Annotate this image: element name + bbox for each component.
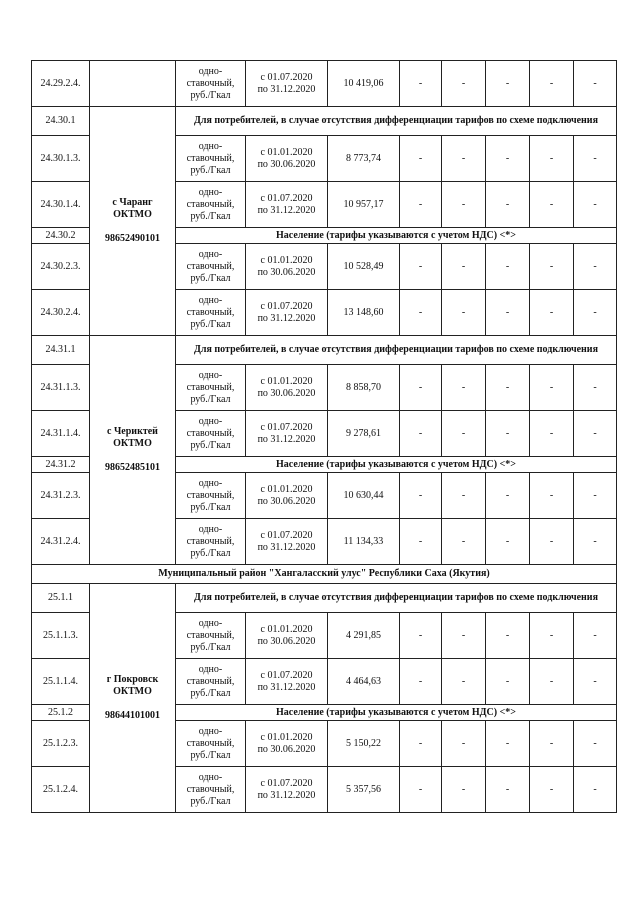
row-code: 24.31.1.3.: [32, 365, 90, 411]
tariff-unit: одно- ставочный, руб./Гкал: [176, 659, 246, 705]
row-code: 24.30.2.3.: [32, 244, 90, 290]
tariff-value: 8 773,74: [328, 136, 400, 182]
group-header-row: [32, 336, 617, 365]
empty-value: -: [530, 136, 574, 182]
tariff-unit: одно- ставочный, руб./Гкал: [176, 519, 246, 565]
row-code: 24.30.2: [32, 228, 90, 244]
empty-value: -: [442, 244, 486, 290]
empty-value: -: [400, 473, 442, 519]
tariff-period: с 01.07.2020 по 31.12.2020: [246, 61, 328, 107]
tariff-period: с 01.07.2020 по 31.12.2020: [246, 659, 328, 705]
empty-value: -: [530, 290, 574, 336]
empty-value: -: [574, 659, 617, 705]
locality-cell-empty: [90, 61, 176, 107]
empty-value: -: [574, 61, 617, 107]
empty-value: -: [530, 767, 574, 813]
row-code: 24.31.2.4.: [32, 519, 90, 565]
empty-value: -: [574, 365, 617, 411]
tariff-unit: одно- ставочный, руб./Гкал: [176, 767, 246, 813]
tariff-period: с 01.01.2020 по 30.06.2020: [246, 721, 328, 767]
empty-value: -: [442, 365, 486, 411]
group-header: Для потребителей, в случае отсутствия дифференциации тарифов по схеме подключения: [176, 336, 617, 365]
row-code: 25.1.2.4.: [32, 767, 90, 813]
tariff-value: 10 419,06: [328, 61, 400, 107]
empty-value: -: [400, 244, 442, 290]
empty-value: -: [486, 721, 530, 767]
group-header: Население (тарифы указываются с учетом НДС) <*>: [176, 457, 617, 473]
empty-value: -: [530, 182, 574, 228]
empty-value: -: [530, 244, 574, 290]
tariff-unit: одно- ставочный, руб./Гкал: [176, 290, 246, 336]
empty-value: -: [400, 365, 442, 411]
row-code: 25.1.1: [32, 584, 90, 613]
row-code: 24.30.1: [32, 107, 90, 136]
empty-value: -: [530, 61, 574, 107]
tariff-period: с 01.01.2020 по 30.06.2020: [246, 613, 328, 659]
tariff-unit: одно- ставочный, руб./Гкал: [176, 365, 246, 411]
empty-value: -: [442, 721, 486, 767]
empty-value: -: [442, 290, 486, 336]
group-header: Для потребителей, в случае отсутствия дифференциации тарифов по схеме подключения: [176, 107, 617, 136]
tariff-unit: одно- ставочный, руб./Гкал: [176, 61, 246, 107]
empty-value: -: [530, 721, 574, 767]
tariff-period: с 01.01.2020 по 30.06.2020: [246, 473, 328, 519]
empty-value: -: [442, 767, 486, 813]
empty-value: -: [530, 411, 574, 457]
row-code: 25.1.2.3.: [32, 721, 90, 767]
empty-value: -: [574, 721, 617, 767]
row-code: 24.30.1.4.: [32, 182, 90, 228]
table-row: [32, 61, 617, 107]
empty-value: -: [442, 136, 486, 182]
row-code: 25.1.1.3.: [32, 613, 90, 659]
empty-value: -: [486, 365, 530, 411]
empty-value: -: [486, 659, 530, 705]
group-header: Население (тарифы указываются с учетом НДС) <*>: [176, 705, 617, 721]
empty-value: -: [574, 244, 617, 290]
empty-value: -: [486, 61, 530, 107]
empty-value: -: [574, 767, 617, 813]
empty-value: -: [574, 613, 617, 659]
empty-value: -: [486, 244, 530, 290]
tariff-value: 11 134,33: [328, 519, 400, 565]
empty-value: -: [442, 473, 486, 519]
group-header: Для потребителей, в случае отсутствия дифференциации тарифов по схеме подключения: [176, 584, 617, 613]
tariff-period: с 01.07.2020 по 31.12.2020: [246, 290, 328, 336]
empty-value: -: [442, 182, 486, 228]
row-code: 24.30.2.4.: [32, 290, 90, 336]
tariff-value: 9 278,61: [328, 411, 400, 457]
empty-value: -: [486, 136, 530, 182]
row-code: 24.30.1.3.: [32, 136, 90, 182]
row-code: 25.1.2: [32, 705, 90, 721]
tariff-value: 10 528,49: [328, 244, 400, 290]
tariff-unit: одно- ставочный, руб./Гкал: [176, 182, 246, 228]
group-header-row: [32, 107, 617, 136]
empty-value: -: [442, 411, 486, 457]
empty-value: -: [486, 182, 530, 228]
row-code: 24.31.1: [32, 336, 90, 365]
tariff-period: с 01.07.2020 по 31.12.2020: [246, 767, 328, 813]
tariff-unit: одно- ставочный, руб./Гкал: [176, 473, 246, 519]
empty-value: -: [400, 61, 442, 107]
group-header: Население (тарифы указываются с учетом НДС) <*>: [176, 228, 617, 244]
row-code: 24.31.2: [32, 457, 90, 473]
empty-value: -: [574, 411, 617, 457]
tariff-value: 10 957,17: [328, 182, 400, 228]
empty-value: -: [530, 613, 574, 659]
empty-value: -: [400, 659, 442, 705]
tariff-period: с 01.01.2020 по 30.06.2020: [246, 136, 328, 182]
locality-label: с Чериктей ОКТМО 98652485101: [90, 336, 176, 565]
tariff-unit: одно- ставочный, руб./Гкал: [176, 411, 246, 457]
tariff-period: с 01.07.2020 по 31.12.2020: [246, 182, 328, 228]
tariff-value: 4 291,85: [328, 613, 400, 659]
tariff-table: [31, 60, 617, 813]
empty-value: -: [574, 290, 617, 336]
tariff-period: с 01.07.2020 по 31.12.2020: [246, 519, 328, 565]
tariff-value: 10 630,44: [328, 473, 400, 519]
row-code: 24.31.2.3.: [32, 473, 90, 519]
empty-value: -: [574, 473, 617, 519]
empty-value: -: [486, 290, 530, 336]
empty-value: -: [574, 136, 617, 182]
empty-value: -: [442, 659, 486, 705]
empty-value: -: [442, 519, 486, 565]
empty-value: -: [400, 136, 442, 182]
tariff-period: с 01.01.2020 по 30.06.2020: [246, 244, 328, 290]
tariff-unit: одно- ставочный, руб./Гкал: [176, 136, 246, 182]
district-row: [32, 565, 617, 584]
empty-value: -: [530, 659, 574, 705]
tariff-value: 5 357,56: [328, 767, 400, 813]
empty-value: -: [486, 613, 530, 659]
locality-label: г Покровск ОКТМО 98644101001: [90, 584, 176, 813]
tariff-value: 4 464,63: [328, 659, 400, 705]
empty-value: -: [400, 767, 442, 813]
tariff-period: с 01.07.2020 по 31.12.2020: [246, 411, 328, 457]
district-header: Муниципальный район "Хангаласский улус" Республики Саха (Якутия): [32, 565, 617, 584]
tariff-unit: одно- ставочный, руб./Гкал: [176, 721, 246, 767]
empty-value: -: [486, 473, 530, 519]
empty-value: -: [400, 613, 442, 659]
empty-value: -: [530, 473, 574, 519]
empty-value: -: [486, 411, 530, 457]
group-header-row: [32, 584, 617, 613]
empty-value: -: [400, 721, 442, 767]
row-code: 24.31.1.4.: [32, 411, 90, 457]
empty-value: -: [574, 182, 617, 228]
tariff-value: 13 148,60: [328, 290, 400, 336]
empty-value: -: [530, 365, 574, 411]
empty-value: -: [442, 61, 486, 107]
empty-value: -: [400, 519, 442, 565]
row-code: 25.1.1.4.: [32, 659, 90, 705]
locality-label: с Чаранг ОКТМО 98652490101: [90, 107, 176, 336]
empty-value: -: [486, 767, 530, 813]
tariff-value: 5 150,22: [328, 721, 400, 767]
empty-value: -: [442, 613, 486, 659]
row-code: 24.29.2.4.: [32, 61, 90, 107]
tariff-unit: одно- ставочный, руб./Гкал: [176, 244, 246, 290]
tariff-unit: одно- ставочный, руб./Гкал: [176, 613, 246, 659]
tariff-period: с 01.01.2020 по 30.06.2020: [246, 365, 328, 411]
empty-value: -: [400, 290, 442, 336]
empty-value: -: [530, 519, 574, 565]
empty-value: -: [486, 519, 530, 565]
empty-value: -: [400, 411, 442, 457]
tariff-value: 8 858,70: [328, 365, 400, 411]
empty-value: -: [400, 182, 442, 228]
empty-value: -: [574, 519, 617, 565]
